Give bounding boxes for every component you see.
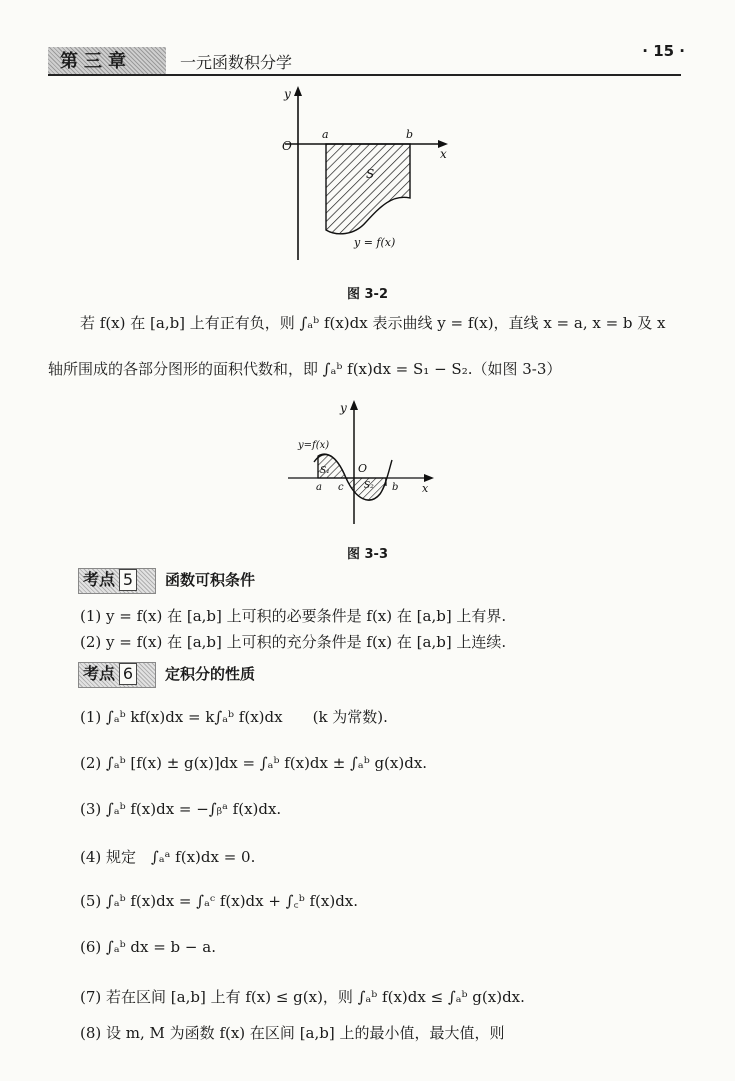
c-label: c [338,482,344,493]
property-7: (7) 若在区间 [a,b] 上有 f(x) ≤ g(x)，则 ∫ₐᵇ f(x)dx ≤ ∫ₐᵇ g(x)dx. [80,988,525,1006]
chapter-title: 一元函数积分学 [180,53,293,72]
curve-label: y=f(x) [298,440,330,451]
kaodian-6-badge [83,662,155,686]
header-rule [48,74,681,76]
origin-label: O [282,139,292,153]
y-axis-label: y [284,87,291,101]
y-axis-label: y [340,401,347,415]
property-1: (1) ∫ₐᵇ kf(x)dx = k∫ₐᵇ f(x)dx (k 为常数). [80,708,388,726]
property-6: (6) ∫ₐᵇ dx = b − a. [80,938,216,956]
area-label: S [366,167,375,181]
x-arrow-icon [424,474,434,482]
kaodian-5-item-1: (1) y = f(x) 在 [a,b] 上可积的必要条件是 f(x) 在 [a,b] 上有界. [80,607,507,625]
page-number: · 15 · [642,42,685,60]
chapter-label: 第三章 [60,51,132,72]
figure-3-3 [288,396,438,526]
kaodian-5-badge [83,568,155,592]
figure-3-2-caption: 图 3-2 [346,287,388,302]
y-arrow-icon [294,86,302,96]
kaodian-5-item-2: (2) y = f(x) 在 [a,b] 上可积的充分条件是 f(x) 在 [a,b] 上连续. [80,633,507,651]
kaodian-label: 考点 [83,570,116,589]
b-label: b [392,482,399,493]
x-axis-label: x [422,482,429,495]
b-label: b [406,128,414,141]
s1-label: S₁ [320,466,330,476]
property-8: (8) 设 m, M 为函数 f(x) 在区间 [a,b] 上的最小值，最大值，则 [80,1024,505,1042]
shaded-region [326,144,410,234]
figure-3-2 [270,82,460,262]
a-label: a [316,482,322,493]
kaodian-5-title: 函数可积条件 [165,571,256,589]
s2-label: S₂ [364,481,374,491]
property-3: (3) ∫ₐᵇ f(x)dx = −∫ᵦᵃ f(x)dx. [80,800,282,818]
intro-line-2: 轴所围成的各部分图形的面积代数和，即 ∫ₐᵇ f(x)dx = S₁ − S₂.（如图 3-3） [48,360,562,378]
x-axis-label: x [440,147,447,161]
kaodian-number: 6 [119,663,137,685]
property-2: (2) ∫ₐᵇ [f(x) ± g(x)]dx = ∫ₐᵇ f(x)dx ± ∫ₐᵇ g(x)dx. [80,754,428,772]
kaodian-6-title: 定积分的性质 [165,665,256,683]
y-arrow-icon [350,400,358,410]
figure-3-3-caption: 图 3-3 [346,547,388,562]
intro-line-1: 若 f(x) 在 [a,b] 上有正有负，则 ∫ₐᵇ f(x)dx 表示曲线 y = f(x)，直线 x = a, x = b 及 x [80,314,666,332]
curve-label: y = f(x) [354,236,396,249]
property-5: (5) ∫ₐᵇ f(x)dx = ∫ₐᶜ f(x)dx + ∫꜀ᵇ f(x)dx. [80,892,359,910]
property-4: (4) 规定 ∫ₐᵃ f(x)dx = 0. [80,848,256,866]
kaodian-number: 5 [119,569,137,591]
a-label: a [322,128,329,141]
kaodian-label: 考点 [83,664,116,683]
origin-label: O [358,462,368,475]
